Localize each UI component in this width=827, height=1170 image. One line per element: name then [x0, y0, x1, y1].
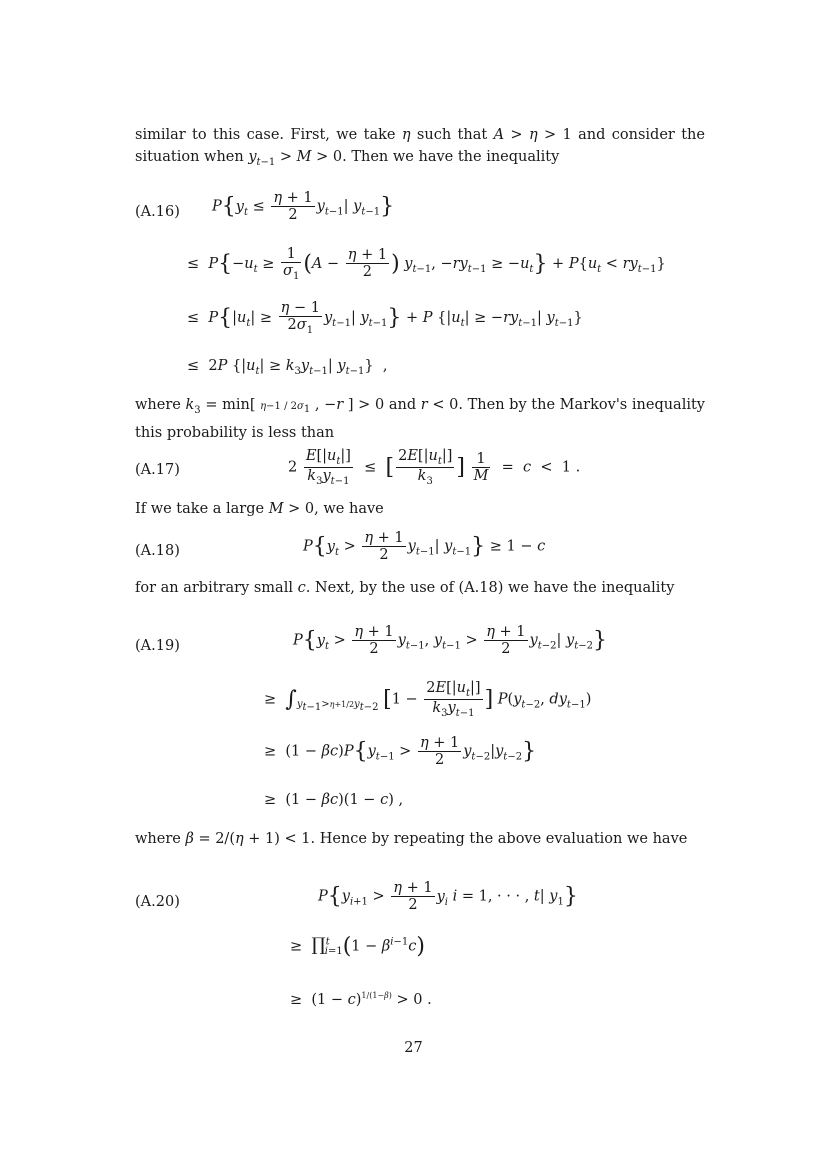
eq-a17-line: 2 $\frac{E[|u_t|]}{k_3y_{t-1}}$ ≤ [ $\frac{2E[|u_t|]}{k_3}$ ] $\frac{1}{M}$ = c < 1 . — [288, 448, 581, 487]
paragraph-after-a16: where $k_3 = \min$[ $\eta-1 / 2\sigma_1$ , −r ] > 0 and r < 0. Then by the Markov's inequality this probability is less than — [135, 397, 706, 441]
eq-a20-line2: ≥ ∏$^t_{i=1}$(1 − $\beta^{i-1}c$) — [290, 934, 425, 959]
eq-a16-line4: ≤ 2P {$|u_t| \ge k_3y_{t-1}|$ $y_{t-1}$} , — [187, 358, 388, 377]
eq-a19-line4: ≥ (1 − βc)(1 − c) , — [264, 792, 404, 808]
eq-a19-label: (A.19) — [135, 638, 180, 654]
eq-a16-line1: $P\{y_t$ ≤ $\frac{\eta + 1}{2}$ $y_{t-1}|$ $y_{t-1}$} — [212, 190, 395, 223]
paragraph-after-a18: for an arbitrary small c. Next, by the use of (A.18) we have the inequality — [135, 580, 675, 596]
page-number: 27 — [404, 1040, 423, 1056]
eq-a20-label: (A.20) — [135, 894, 180, 910]
paragraph-after-a17: If we take a large M > 0, we have — [135, 501, 384, 517]
eq-a17-label: (A.17) — [135, 462, 180, 478]
paragraph-after-a19: where β = 2/(η + 1) < 1. Hence by repeating the above evaluation we have — [135, 831, 688, 847]
eq-a19-line1: $P\{y_t$ > $\frac{\eta + 1}{2}$ $y_{t-1}$, $y_{t-1}$ > $\frac{\eta + 1}{2}$ $y_{t-2}|$ $y_{t-2}$} — [293, 624, 607, 657]
eq-a16-label: (A.16) — [135, 204, 180, 220]
eq-a19-line3: ≥ $(1 - \beta c)P\{y_{t-1}$ > $\frac{\eta + 1}{2}$ $y_{t-2}|y_{t-2}$} — [264, 735, 537, 768]
intro-paragraph: similar to this case. First, we take η such that A > η > 1 and consider the situation when $y_{t-1} > M > 0$. Then we have the inequality — [135, 127, 705, 168]
eq-a20-line3: ≥ $(1 - c)^{1/(1-\beta)} > 0$ . — [290, 991, 432, 1008]
eq-a18-line: $P\{y_t$ > $\frac{\eta + 1}{2}$ $y_{t-1}|$ $y_{t-1}\} \ge 1 - c$ — [303, 530, 546, 563]
eq-a16-line2: ≤ $P\{-u_t$ ≥ $\frac{1}{\sigma_1}$ (A − $\frac{\eta + 1}{2}$ ) $y_{t-1}$, $-ry_{t-1} \ge -u_t\} + P\{u_t < ry_{t-1}\}$ — [187, 246, 666, 282]
eq-a19-line2: ≥ $\int_{y_{t-1}>\eta+1/2y_{t-2}}$ [1 − $\frac{2E[|u_t|]}{k_3y_{t-1}}$ ] $P(y_{t-2}$, $dy_{t-1}$) — [264, 680, 592, 719]
eq-a16-line3: ≤ $P\{|u_t|$ ≥ $\frac{\eta - 1}{2\sigma_1}$ $y_{t-1}|$ $y_{t-1}\} + P$ {$|u_t| \ge -ry_{t-1}|$ $y_{t-1}$} — [187, 300, 583, 336]
eq-a18-label: (A.18) — [135, 543, 180, 559]
eq-a20-line1: $P\{y_{i+1}$ > $\frac{\eta + 1}{2}$ $y_i$ i = 1, · · · , t| $y_1$} — [318, 880, 578, 913]
